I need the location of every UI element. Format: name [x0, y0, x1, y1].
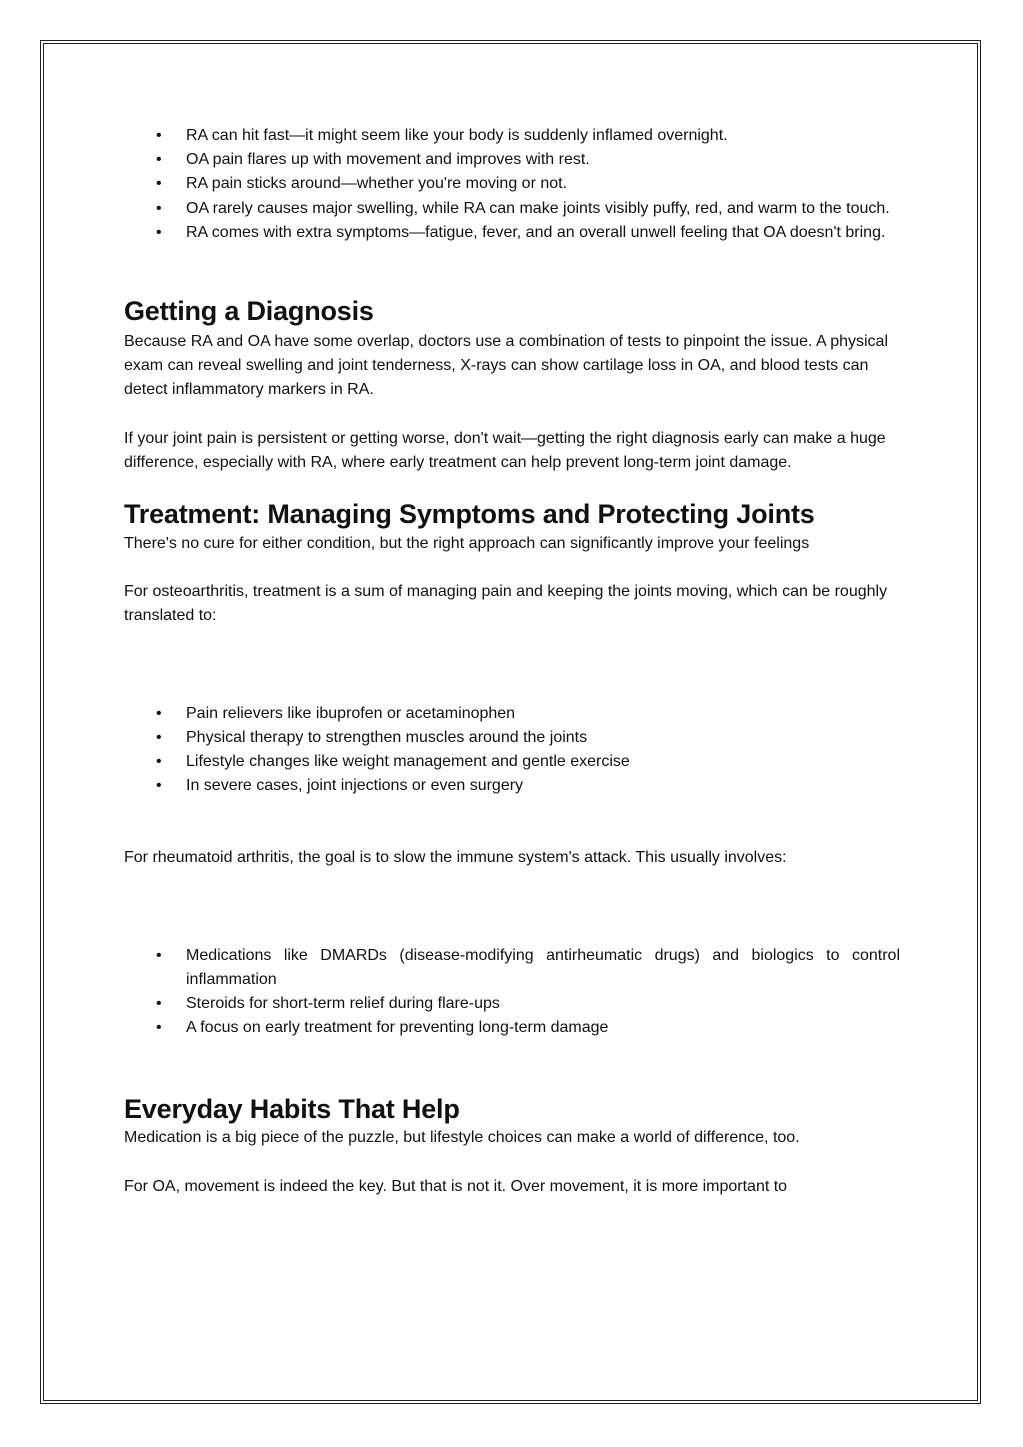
- paragraph: Because RA and OA have some overlap, doctors use a combination of tests to pinpoint the issue. A physical exam can reveal swelling and joint tenderness, X-rays can show cartilage loss in OA, and blood tests can detect inflammatory markers in RA.: [124, 333, 889, 399]
- paragraph: For rheumatoid arthritis, the goal is to slow the immune system's attack. This usually involves:: [124, 849, 787, 867]
- list-item: • Medications like DMARDs (disease-modifying antirheumatic drugs) and biologics to control inflammation: [124, 944, 900, 992]
- list-item: • In severe cases, joint injections or even surgery: [124, 774, 900, 798]
- heading-diagnosis: Getting a Diagnosis: [124, 296, 374, 327]
- heading-treatment: Treatment: Managing Symptoms and Protecting Joints: [124, 499, 815, 530]
- list-item: • A focus on early treatment for preventing long-term damage: [124, 1016, 900, 1040]
- document-body: [124, 124, 900, 1199]
- heading-habits: Everyday Habits That Help: [124, 1094, 460, 1125]
- list-item: • Pain relievers like ibuprofen or acetaminophen: [124, 702, 900, 726]
- list-item: • RA pain sticks around—whether you're moving or not.: [124, 172, 900, 196]
- list-item: • OA pain flares up with movement and improves with rest.: [124, 148, 900, 172]
- paragraph: There's no cure for either condition, but the right approach can significantly improve your feelings: [124, 535, 810, 553]
- paragraph: If your joint pain is persistent or getting worse, don't wait—getting the right diagnosis early can make a huge difference, especially with RA, where early treatment can help prevent long-term joint damage.: [124, 429, 886, 471]
- list-item: • Physical therapy to strengthen muscles around the joints: [124, 726, 900, 750]
- list-item: • RA comes with extra symptoms—fatigue, fever, and an overall unwell feeling that OA doesn't bring.: [124, 221, 900, 245]
- paragraph: For OA, movement is indeed the key. But that is not it. Over movement, it is more important to: [124, 1177, 788, 1195]
- list-item: • Lifestyle changes like weight management and gentle exercise: [124, 750, 900, 774]
- list-item: • OA rarely causes major swelling, while RA can make joints visibly puffy, red, and warm to the touch.: [124, 197, 900, 221]
- oa-treatment-list: [124, 702, 900, 799]
- ra-treatment-list: [124, 944, 900, 1041]
- list-item: • Steroids for short-term relief during flare-ups: [124, 992, 900, 1016]
- intro-bullet-list: [124, 124, 900, 245]
- paragraph: For osteoarthritis, treatment is a sum of managing pain and keeping the joints moving, which can be roughly translated to:: [124, 583, 888, 625]
- paragraph: Medication is a big piece of the puzzle, but lifestyle choices can make a world of difference, too.: [124, 1129, 800, 1147]
- list-item: • RA can hit fast—it might seem like your body is suddenly inflamed overnight.: [124, 124, 900, 148]
